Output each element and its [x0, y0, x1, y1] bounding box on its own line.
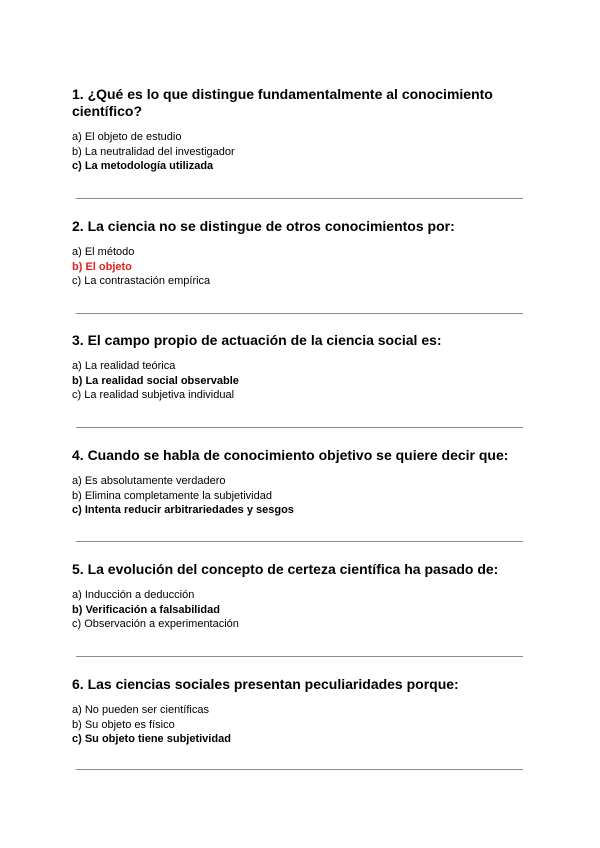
option-b: b) Elimina completamente la subjetividad	[72, 489, 272, 502]
option-c: c) La contrastación empírica	[72, 275, 211, 287]
question-6	[72, 676, 528, 747]
divider	[76, 769, 523, 770]
option-b: b) Su objeto es físico	[72, 718, 175, 731]
divider	[76, 198, 523, 199]
divider	[76, 427, 523, 428]
option-b-correct: b) El objeto	[72, 260, 132, 273]
option-c: c) La realidad subjetiva individual	[72, 389, 235, 401]
option-list	[72, 130, 528, 174]
option-list	[72, 359, 528, 403]
question-title: 5. La evolución del concepto de certeza científica ha pasado de:	[72, 561, 499, 577]
divider	[76, 656, 523, 657]
option-b: b) La neutralidad del investigador	[72, 145, 235, 158]
divider	[76, 541, 523, 542]
option-a: a) Es absolutamente verdadero	[72, 475, 226, 487]
question-4	[72, 447, 528, 518]
option-c-correct: c) Intenta reducir arbitrariedades y sesgos	[72, 504, 294, 516]
option-b-correct: b) La realidad social observable	[72, 374, 239, 387]
option-a: a) Inducción a deducción	[72, 589, 195, 601]
option-b-correct: b) Verificación a falsabilidad	[72, 603, 220, 616]
option-a: a) El método	[72, 246, 135, 258]
question-title: 4. Cuando se habla de conocimiento objetivo se quiere decir que:	[72, 447, 509, 463]
question-2	[72, 218, 528, 289]
option-list	[72, 703, 528, 747]
question-title: 2. La ciencia no se distingue de otros conocimientos por:	[72, 218, 455, 234]
option-list	[72, 588, 528, 632]
question-1	[72, 86, 528, 174]
option-a: a) El objeto de estudio	[72, 131, 182, 143]
option-list	[72, 245, 528, 289]
divider	[76, 313, 523, 314]
option-a: a) No pueden ser científicas	[72, 704, 209, 716]
option-c: c) Observación a experimentación	[72, 618, 239, 630]
option-c-correct: c) La metodología utilizada	[72, 160, 214, 172]
option-c-correct: c) Su objeto tiene subjetividad	[72, 733, 231, 745]
question-title: 3. El campo propio de actuación de la ciencia social es:	[72, 332, 442, 348]
option-a: a) La realidad teórica	[72, 360, 176, 372]
question-5	[72, 561, 528, 632]
option-list	[72, 474, 528, 518]
question-3	[72, 332, 528, 403]
question-title: 6. Las ciencias sociales presentan peculiaridades porque:	[72, 676, 459, 692]
question-title: 1. ¿Qué es lo que distingue fundamentalmente al conocimiento científico?	[72, 86, 493, 119]
